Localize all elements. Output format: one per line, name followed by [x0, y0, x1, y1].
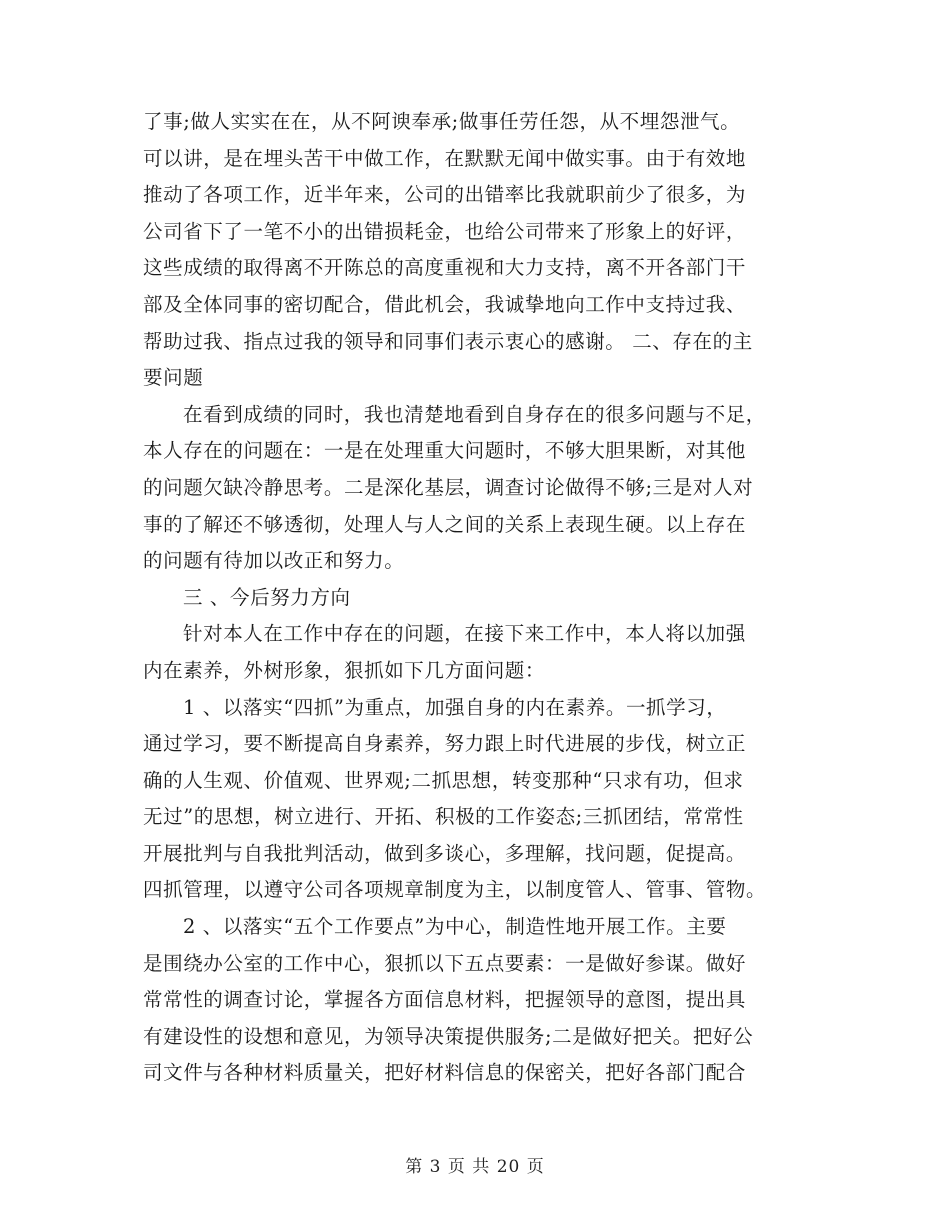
text-line: 开展批判与自我批判活动，做到多谈心，多理解，找问题，促提高。 — [143, 841, 747, 865]
text-line: 部及全体同事的密切配合，借此机会，我诚挚地向工作中支持过我、 — [143, 292, 747, 316]
text-line: 帮助过我、指点过我的领导和同事们表示衷心的感谢。 二、存在的主 — [143, 329, 753, 353]
text-line: 1 、以落实“四抓”为重点，加强自身的内在素养。一抓学习， — [183, 695, 727, 719]
text-line: 要问题 — [143, 366, 204, 390]
text-line: 可以讲，是在埋头苦干中做工作，在默默无闻中做实事。由于有效地 — [143, 146, 747, 170]
text-line: 2 、以落实“五个工作要点”为中心，制造性地开展工作。主要 — [183, 915, 727, 939]
text-line: 的问题有待加以改正和努力。 — [143, 549, 405, 573]
text-line: 这些成绩的取得离不开陈总的高度重视和大力支持，离不开各部门干 — [143, 256, 747, 280]
text-line: 确的人生观、价值观、世界观;二抓思想，转变那种“只求有功，但求 — [143, 768, 744, 792]
text-line: 公司省下了一笔不小的出错损耗金，也给公司带来了形象上的好评， — [143, 219, 747, 243]
text-line: 在看到成绩的同时，我也清楚地看到自身存在的很多问题与不足， — [183, 402, 766, 426]
text-line: 了事;做人实实在在，从不阿谀奉承;做事任劳任怨，从不埋怨泄气。 — [143, 110, 741, 133]
text-line: 有建设性的设想和意见，为领导决策提供服务;二是做好把关。把好公 — [143, 1024, 754, 1048]
text-line: 无过”的思想，树立进行、开拓、积极的工作姿态;三抓团结，常常性 — [143, 805, 744, 829]
text-line: 内在素养，外树形象，狠抓如下几方面问题： — [143, 658, 546, 682]
text-line: 本人存在的问题在：一是在处理重大问题时，不够大胆果断，对其他 — [143, 439, 747, 463]
text-line: 三 、今后努力方向 — [183, 585, 351, 609]
text-line: 的问题欠缺冷静思考。二是深化基层，调查讨论做得不够;三是对人对 — [143, 475, 754, 499]
text-line: 推动了各项工作，近半年来，公司的出错率比我就职前少了很多，为 — [143, 183, 747, 207]
page-number-footer: 第 3 页 共 20 页 — [405, 1157, 545, 1177]
text-line: 通过学习，要不断提高自身素养，努力跟上时代进展的步伐，树立正 — [143, 732, 747, 756]
text-line: 司文件与各种材料质量关，把好材料信息的保密关，把好各部门配合 — [143, 1061, 747, 1085]
text-line: 常常性的调查讨论，掌握各方面信息材料，把握领导的意图，提出具 — [143, 988, 747, 1012]
text-line: 是围绕办公室的工作中心，狠抓以下五点要素：一是做好参谋。做好 — [143, 951, 747, 975]
document-body — [143, 104, 808, 1092]
text-line: 事的了解还不够透彻，处理人与人之间的关系上表现生硬。以上存在 — [143, 512, 747, 536]
text-line: 针对本人在工作中存在的问题，在接下来工作中，本人将以加强 — [183, 622, 746, 646]
text-line: 四抓管理，以遵守公司各项规章制度为主，以制度管人、管事、管物。 — [143, 878, 767, 902]
